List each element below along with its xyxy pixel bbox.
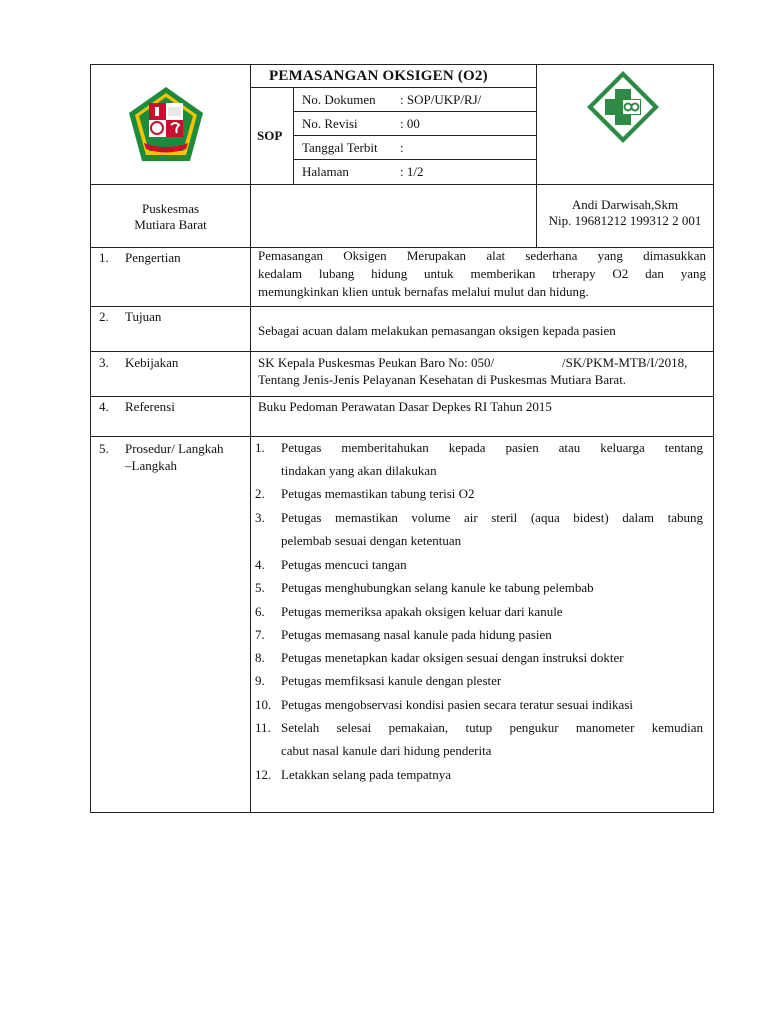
step-number: 4.	[255, 557, 265, 572]
meta-value-no-dokumen: : SOP/UKP/RJ/	[400, 92, 482, 107]
step-text: Petugas memberitahukan kepada pasien atau keluarga tentang	[281, 440, 703, 455]
pengertian-line: kedalam lubang hidung untuk memberikan trherapy O2 dan yang	[258, 266, 706, 281]
step-text: Setelah selesai pemakaian, tutup pengukur manometer kemudian	[281, 720, 703, 735]
section-label-tujuan: Tujuan	[125, 309, 162, 324]
step-text: Petugas memastikan tabung terisi O2	[281, 486, 475, 501]
signer-name: Andi Darwisah,Skm	[571, 197, 679, 212]
step-text: tindakan yang akan dilakukan	[281, 463, 437, 478]
step-number: 11.	[255, 720, 271, 735]
section-number: 3.	[99, 355, 109, 370]
section-label-kebijakan: Kebijakan	[125, 355, 179, 370]
header-bottom-line	[90, 184, 714, 185]
column-divider	[250, 64, 251, 813]
meta-label-no-revisi: No. Revisi	[302, 116, 358, 131]
section-number: 1.	[99, 250, 109, 265]
table-border-left	[90, 64, 91, 813]
step-text: Letakkan selang pada tempatnya	[281, 767, 452, 782]
step-text: Petugas memasang nasal kanule pada hidung pasien	[281, 627, 552, 642]
step-number: 6.	[255, 604, 265, 619]
row-line	[90, 351, 714, 352]
section-label-referensi: Referensi	[125, 399, 175, 414]
meta-value-no-revisi: : 00	[400, 116, 420, 131]
step-text: cabut nasal kanule dari hidung penderita	[281, 743, 492, 758]
section-number: 2.	[99, 309, 109, 324]
org-name-line2: Mutiara Barat	[134, 217, 207, 232]
step-number: 1.	[255, 440, 265, 455]
title-underline	[250, 87, 537, 88]
step-number: 9.	[255, 673, 265, 688]
org-name-line1: Puskesmas	[141, 201, 200, 216]
step-text: Petugas menghubungkan selang kanule ke tabung pelembab	[281, 580, 594, 595]
step-number: 2.	[255, 486, 265, 501]
health-cross-icon	[585, 69, 661, 145]
meta-label-no-dokumen: No. Dokumen	[302, 92, 376, 107]
meta-label-halaman: Halaman	[302, 164, 349, 179]
section-number: 5.	[99, 441, 109, 456]
section-label-prosedur: Prosedur/ Langkah	[125, 441, 224, 456]
meta-value-tanggal-terbit: :	[400, 140, 404, 155]
signer-nip: Nip. 19681212 199312 2 001	[548, 213, 702, 228]
referensi-text: Buku Pedoman Perawatan Dasar Depkes RI Tahun 2015	[258, 399, 552, 414]
section-label-pengertian: Pengertian	[125, 250, 181, 265]
kebijakan-line2: Tentang Jenis-Jenis Pelayanan Kesehatan di Puskesmas Mutiara Barat.	[258, 372, 627, 387]
step-text: Petugas mengobservasi kondisi pasien secara teratur sesuai indikasi	[281, 697, 633, 712]
puskesmas-emblem-icon	[127, 85, 205, 165]
meta-row-line	[293, 159, 537, 160]
step-text: Petugas mencuci tangan	[281, 557, 407, 572]
row-line	[90, 306, 714, 307]
meta-value-halaman: : 1/2	[400, 164, 424, 179]
row-line	[90, 436, 714, 437]
step-number: 7.	[255, 627, 265, 642]
kebijakan-line1a: SK Kepala Puskesmas Peukan Baro No: 050/	[258, 355, 495, 370]
section-label-prosedur: –Langkah	[125, 458, 177, 473]
pengertian-line: memungkinkan klien untuk bernafas melalui mulut dan hidung.	[258, 284, 589, 299]
meta-row-line	[293, 111, 537, 112]
step-number: 5.	[255, 580, 265, 595]
table-border-bottom	[90, 812, 714, 813]
section-number: 4.	[99, 399, 109, 414]
step-text: Petugas memeriksa apakah oksigen keluar dari kanule	[281, 604, 563, 619]
meta-label-tanggal-terbit: Tanggal Terbit	[302, 140, 378, 155]
table-border-right	[713, 64, 714, 813]
meta-row-line	[293, 135, 537, 136]
pengertian-line: Pemasangan Oksigen Merupakan alat sederhana yang dimasukkan	[258, 248, 706, 263]
table-border-top	[90, 64, 714, 65]
row-line	[90, 396, 714, 397]
step-text: Petugas memfiksasi kanule dengan plester	[281, 673, 502, 688]
step-text: Petugas menetapkan kadar oksigen sesuai dengan instruksi dokter	[281, 650, 624, 665]
tujuan-text: Sebagai acuan dalam melakukan pemasangan oksigen kepada pasien	[258, 323, 616, 338]
step-number: 12.	[255, 767, 272, 782]
document-title: PEMASANGAN OKSIGEN (O2)	[269, 68, 488, 84]
step-number: 8.	[255, 650, 265, 665]
sop-label: SOP	[257, 128, 283, 143]
step-number: 3.	[255, 510, 265, 525]
step-text: pelembab sesuai dengan ketentuan	[281, 533, 462, 548]
step-number: 10.	[255, 697, 272, 712]
kebijakan-line1b: /SK/PKM-MTB/I/2018,	[562, 355, 688, 370]
step-text: Petugas memastikan volume air steril (aqua bidest) dalam tabung	[281, 510, 703, 525]
